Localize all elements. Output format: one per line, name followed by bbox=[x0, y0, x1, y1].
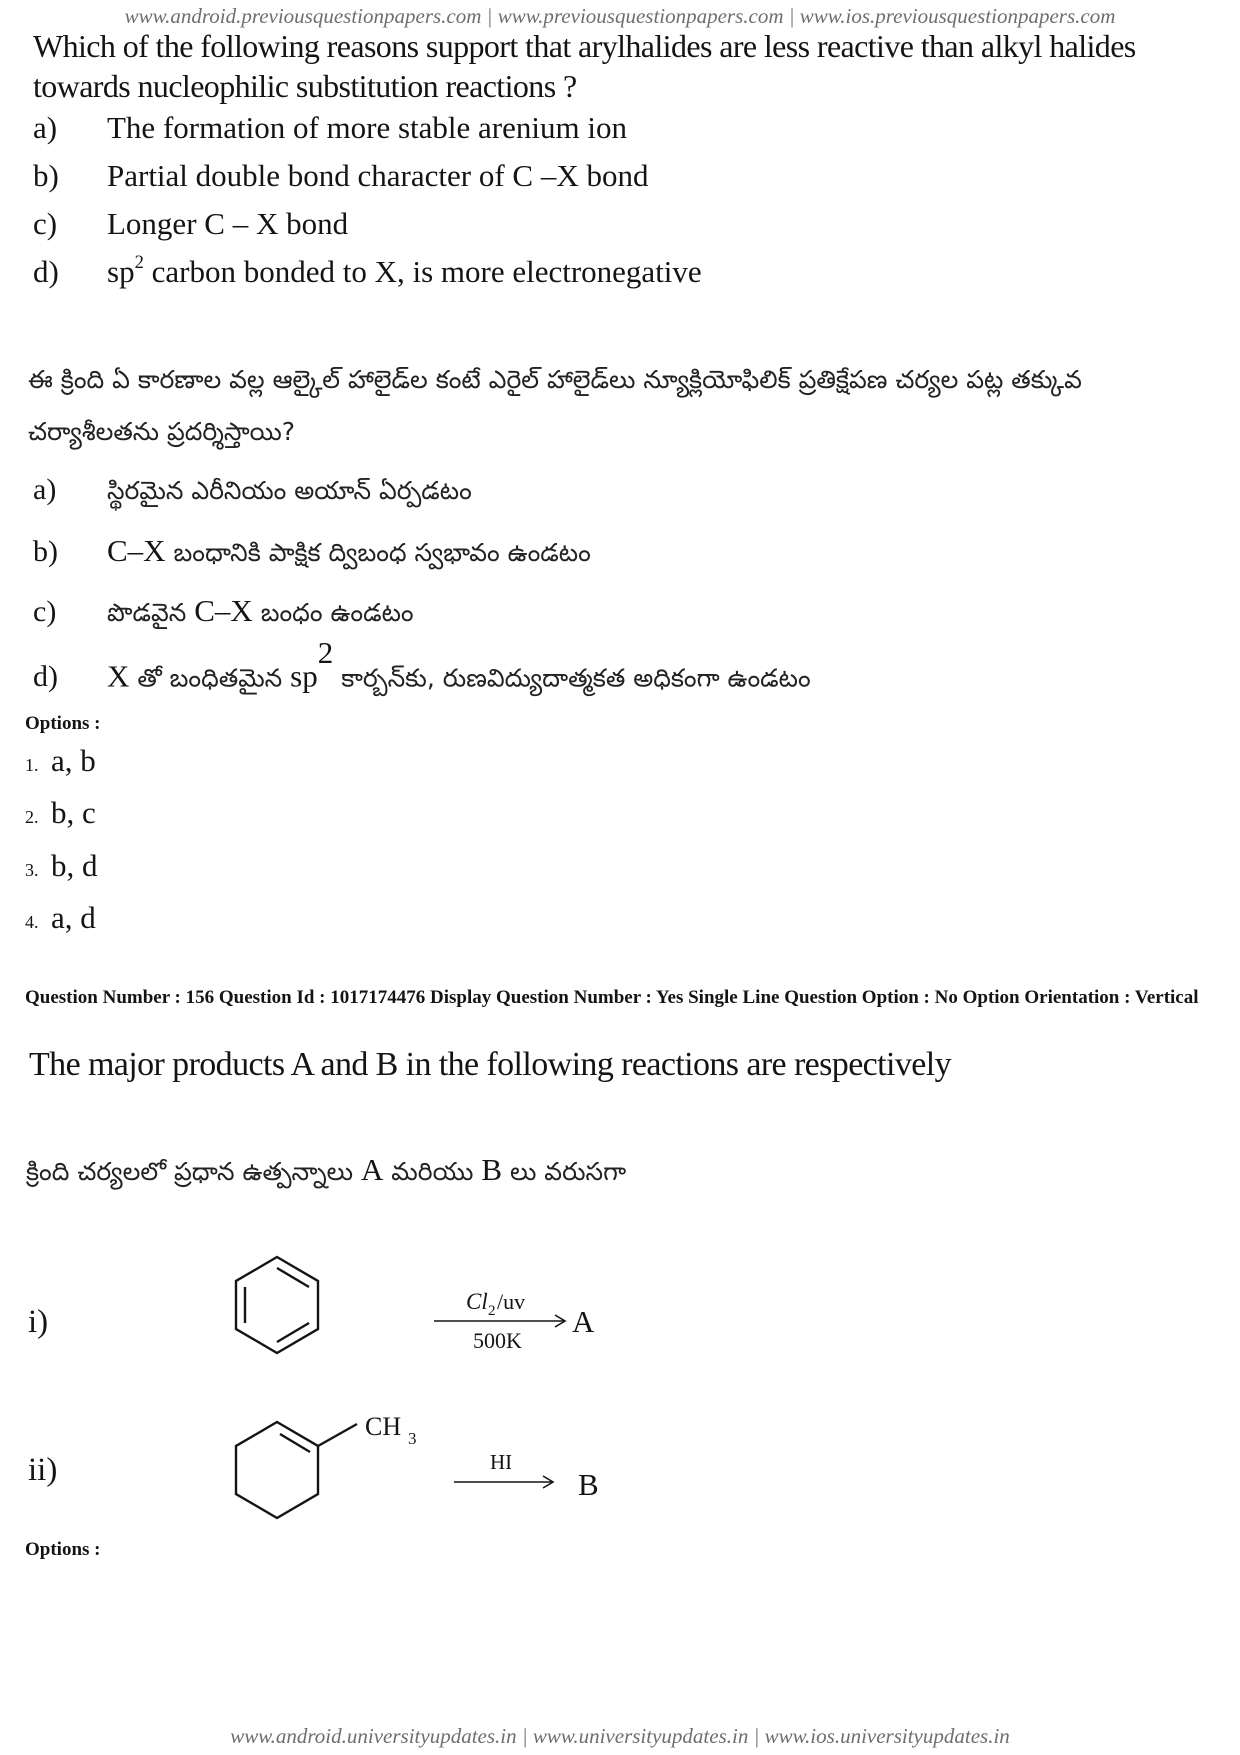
choice-number: 3. bbox=[25, 860, 39, 880]
english-option-a bbox=[33, 110, 627, 146]
reagent-subscript: 2 bbox=[488, 1303, 496, 1319]
option-label: b) bbox=[33, 535, 58, 568]
choice-value: a, b bbox=[51, 743, 96, 778]
choice-value: b, c bbox=[51, 795, 96, 830]
option-symbol-sp: sp bbox=[290, 658, 318, 694]
option-symbol: C–X bbox=[194, 593, 253, 628]
telugu-text-part1: క్రింది చర్యలలో ప్రధాన ఉత్పన్నాలు bbox=[26, 1157, 361, 1186]
symbol-a: A bbox=[360, 1152, 384, 1187]
options-heading: Options : bbox=[25, 713, 101, 734]
option-symbol-x: X bbox=[107, 658, 130, 694]
option-text: బంధానికి పాక్షిక ద్విబంధ స్వభావం ఉండటం bbox=[165, 538, 591, 567]
double-bond bbox=[280, 1434, 310, 1452]
option-text-suffix: carbon bonded to X, is more electronegative bbox=[143, 254, 702, 289]
option-label: b) bbox=[33, 158, 59, 193]
question-2-text: The major products A and B in the following reactions are respectively bbox=[29, 1046, 952, 1083]
choice-number: 4. bbox=[25, 912, 39, 932]
footer-watermark-url: www.android.universityupdates.in | www.universityupdates.in | www.ios.universityupdates.in bbox=[230, 1724, 1010, 1748]
option-label: d) bbox=[33, 660, 58, 694]
telugu-option-d bbox=[33, 635, 811, 699]
reaction-2-arrow bbox=[448, 1448, 618, 1508]
option-symbol: C–X bbox=[107, 533, 166, 568]
option-label: a) bbox=[33, 473, 57, 506]
double-bond bbox=[277, 1268, 309, 1287]
telugu-option-b bbox=[33, 533, 591, 574]
reaction-1-arrow bbox=[428, 1280, 608, 1352]
choice-number: 1. bbox=[25, 755, 39, 775]
symbol-b: B bbox=[481, 1152, 503, 1187]
option-text: స్థిరమైన ఎరీనియం అయాన్ ఏర్పడటం bbox=[107, 476, 472, 505]
question-1-text: Which of the following reasons support that arylhalides are less reactive than alkyl halides towards nucleophilic substitution reactions ? bbox=[33, 28, 1136, 104]
option-label: a) bbox=[33, 110, 58, 145]
option-label: d) bbox=[33, 254, 59, 289]
telugu-question-text: ఈ క్రింది ఏ కారణాల వల్ల ఆల్కైల్ హాలైడ్‌ల కంటే ఎరైల్ హాలైడ్‌లు న్యూక్లియోఫిలిక్ ప్రతిక్షేపణ చర్యల పట్ల తక్కువ చర్యాశీలతను ప్రదర్శిస్తాయి? bbox=[28, 365, 1082, 446]
product-b: B bbox=[578, 1467, 599, 1502]
answer-choice-1[interactable] bbox=[25, 743, 96, 779]
options-heading-2: Options : bbox=[25, 1539, 101, 1560]
english-option-d bbox=[33, 254, 702, 290]
methylcyclohexene-structure bbox=[222, 1402, 452, 1532]
double-bond bbox=[277, 1323, 309, 1342]
telugu-text-part2: మరియు bbox=[383, 1157, 482, 1186]
superscript: 2 bbox=[317, 635, 334, 670]
answer-choice-3[interactable] bbox=[25, 848, 98, 884]
substituent-subscript: 3 bbox=[408, 1429, 417, 1448]
cyclohexene-ring bbox=[236, 1422, 318, 1518]
reaction-2-label: ii) bbox=[28, 1452, 58, 1488]
choice-number: 2. bbox=[25, 807, 39, 827]
superscript: 2 bbox=[134, 252, 144, 274]
reaction-1-label: i) bbox=[28, 1304, 49, 1340]
option-text-prefix: sp bbox=[107, 254, 135, 289]
answer-choice-2[interactable] bbox=[25, 795, 96, 831]
question-2-meta: Question Number : 156 Question Id : 1017174476 Display Question Number : Yes Single Line Question Option : No Option Orientation : Vertical bbox=[25, 987, 1199, 1008]
methyl-bond bbox=[318, 1424, 357, 1446]
telugu-option-c bbox=[33, 593, 414, 634]
question-2-telugu-text bbox=[26, 1152, 626, 1193]
option-text: బంధం ఉండటం bbox=[252, 598, 414, 627]
condition-temp: 500K bbox=[473, 1328, 522, 1352]
option-label: c) bbox=[33, 206, 58, 241]
option-label: c) bbox=[33, 595, 57, 628]
reagent-hi: HI bbox=[490, 1450, 513, 1474]
reagent-uv: /uv bbox=[497, 1289, 526, 1314]
telugu-option-a bbox=[33, 473, 472, 512]
product-a: A bbox=[572, 1304, 595, 1339]
reagent-cl: Cl bbox=[466, 1289, 488, 1314]
english-option-c bbox=[33, 206, 348, 242]
choice-value: a, d bbox=[51, 900, 96, 935]
header-watermark-url: www.android.previousquestionpapers.com | www.previousquestionpapers.com | www.ios.previousquestionpapers.com bbox=[124, 4, 1116, 28]
answer-choice-4[interactable] bbox=[25, 900, 96, 936]
telugu-text-part3: లు వరుసగా bbox=[502, 1157, 627, 1186]
option-text-part2: కార్బన్‌కు, రుణవిద్యుదాత్మకత అధికంగా ఉండటం bbox=[333, 663, 811, 693]
benzene-structure bbox=[225, 1250, 330, 1365]
option-text: Partial double bond character of C –X bond bbox=[107, 158, 649, 193]
option-text: The formation of more stable arenium ion bbox=[107, 110, 627, 145]
benzene-ring bbox=[236, 1257, 318, 1353]
option-text-part1: తో బంధితమైన bbox=[129, 663, 291, 693]
choice-value: b, d bbox=[51, 848, 98, 883]
substituent-ch: CH bbox=[365, 1412, 402, 1441]
option-text-prefix: పొడవైన bbox=[107, 598, 195, 627]
option-text: Longer C – X bond bbox=[107, 206, 349, 241]
english-option-b bbox=[33, 158, 649, 194]
